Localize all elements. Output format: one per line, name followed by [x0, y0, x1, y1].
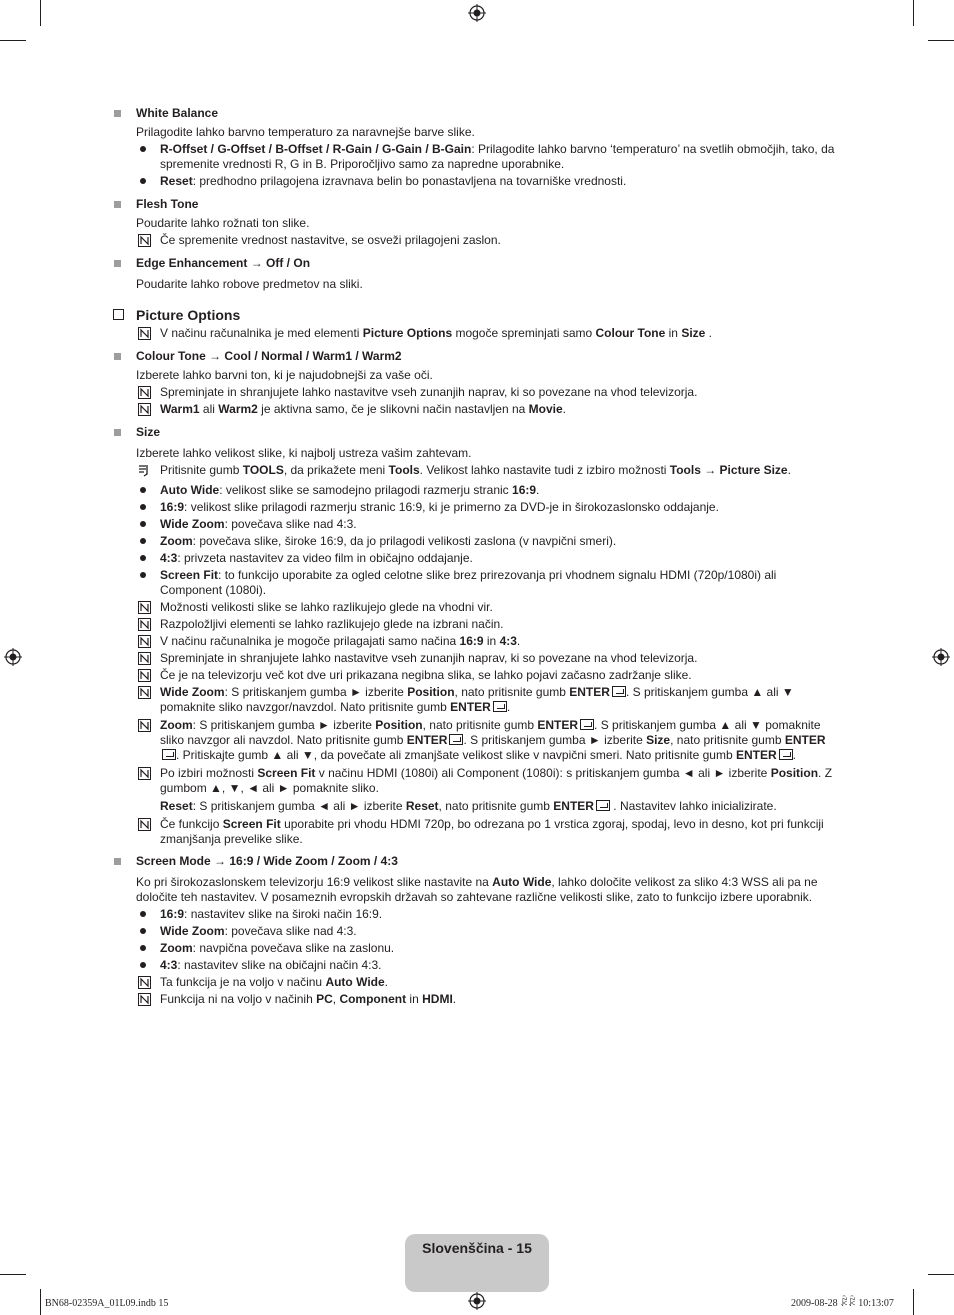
term: Tools → Picture Size [669, 463, 788, 477]
note-zoom [113, 718, 838, 763]
page-number-label: Slovenščina - 15 [422, 1240, 532, 1256]
paragraph [113, 875, 838, 905]
note-text: in [665, 326, 682, 340]
note-text: Če spremenite vrednost nastavitve, se osveži prilagojeni zaslon. [160, 233, 501, 247]
note-text: Če je na televizorju več kot dve uri prikazana negibna slika, se lahko pojavi začasno zadržanje slike. [160, 668, 692, 682]
bullet-icon [140, 572, 146, 578]
term: Zoom [160, 534, 193, 548]
list-item [113, 174, 838, 189]
term-desc: : navpična povečava slike na zaslonu. [192, 941, 395, 955]
term-desc: : to funkcijo uporabite za ogled celotne slike brez prirezovanja pri vhodnem signalu HDMI (720p/1080i) ali Component (1080i). [160, 568, 777, 597]
term: Zoom [160, 718, 193, 732]
term-desc: : privzeta nastavitev za video film in običajno oddajanje. [177, 551, 473, 565]
list-item [113, 568, 838, 598]
term: Wide Zoom [160, 924, 225, 938]
term: Position [375, 718, 423, 732]
note-text: Funkcija ni na voljo v načinih [160, 992, 317, 1006]
term: Auto Wide [492, 875, 552, 889]
paragraph: Prilagodite lahko barvno temperaturo za naravnejše barve slike. [136, 125, 475, 139]
term: Colour Tone [595, 326, 666, 340]
term: HDMI [422, 992, 453, 1006]
list-item [113, 483, 838, 498]
enter-icon [596, 800, 610, 811]
note-text: je aktivna samo, če je slikovni način nastavljen na [257, 402, 529, 416]
term: 16:9 [160, 907, 185, 921]
list-item [113, 907, 838, 922]
note-text: Spreminjate in shranjujete lahko nastavitve vseh zunanjih naprav, ki so povezane na vhod televizorja. [160, 651, 698, 665]
term-desc: : nastavitev slike na široki način 16:9. [184, 907, 383, 921]
bullet-icon [140, 962, 146, 968]
term: Size [681, 326, 706, 340]
paragraph: Izberete lahko barvni ton, ki je najudobnejši za vaše oči. [136, 368, 433, 382]
term-desc: : velikost slike se samodejno prilagodi razmerju stranic [219, 483, 513, 497]
note [113, 634, 838, 649]
term: Warm2 [218, 402, 258, 416]
crop-mark [0, 40, 26, 41]
section-title: Flesh Tone [136, 197, 199, 211]
note-text: Ta funkcija je na voljo v načinu [160, 975, 326, 989]
note-text: v načinu HDMI (1080i) ali Component (1080i): s pritiskanjem gumba ◄ ali ► izberite [315, 766, 771, 780]
term: 4:3 [160, 551, 178, 565]
crop-mark [928, 40, 954, 41]
crop-mark [928, 1274, 954, 1275]
section-edge-enhancement [113, 256, 838, 271]
section-title: Colour Tone → Cool / Normal / Warm1 / Warm2 [136, 349, 402, 363]
page-content [113, 106, 838, 1007]
enter-icon [162, 749, 176, 760]
note [113, 617, 838, 632]
note-text: . [562, 402, 567, 416]
note-text: V načinu računalnika je med elementi [160, 326, 363, 340]
bullet-icon [140, 928, 146, 934]
note-icon [138, 993, 151, 1006]
section-title: Edge Enhancement → Off / On [136, 256, 311, 270]
term-desc: . [536, 483, 540, 497]
square-bullet-icon [114, 110, 121, 117]
note-text: uporabite pri vhodu HDMI 720p, bo odrezana po 1 vrstica zgoraj, spodaj, levo in desno, kot pri funkciji zmanjšanja prevelike slike. [160, 817, 824, 846]
list-item [113, 534, 838, 549]
term-desc: : Prilagodite lahko barvno ‘temperaturo’ na svetlih območjih, tako, da spremenite vrednosti R, G in B. Priporočljivo samo za napredne uporabnike. [160, 142, 835, 171]
term: Screen Fit [160, 568, 219, 582]
term: Wide Zoom [160, 685, 225, 699]
note-text: : S pritiskanjem gumba ◄ ali ► izberite [192, 799, 406, 813]
note-icon [138, 635, 151, 648]
list-item [113, 517, 838, 532]
section-picture-options [113, 306, 838, 324]
tools-icon [138, 464, 151, 477]
registration-mark-icon [468, 1292, 486, 1310]
heading-title: Picture Options [136, 307, 241, 323]
registration-mark-icon [468, 4, 486, 22]
note-text: . Nastavitev lahko inicializirate. [609, 799, 777, 813]
enter-icon [779, 749, 793, 760]
bullet-icon [140, 487, 146, 493]
paragraph: Poudarite lahko rožnati ton slike. [136, 216, 310, 230]
square-bullet-icon [114, 429, 121, 436]
bullet-icon [140, 504, 146, 510]
note-icon [138, 669, 151, 682]
note-text: : S pritiskanjem gumba ► izberite [224, 685, 408, 699]
note-hdmi [113, 817, 838, 847]
paragraph-text: Ko pri širokozaslonskem televizorju 16:9 velikost slike nastavite na [136, 875, 493, 889]
note-icon [138, 601, 151, 614]
term-desc: : povečava slike, široke 16:9, da jo prilagodi velikosti zaslona (v navpični smeri). [192, 534, 617, 548]
note-icon [138, 719, 151, 732]
reset-text [113, 799, 838, 814]
term-desc: : velikost slike prilagodi razmerju stranic 16:9, ki je primerno za DVD-je in širokozaslonsko oddajanje. [184, 500, 719, 514]
note-text: . S pritiskanjem gumba ► izberite [463, 733, 647, 747]
note-wide-zoom [113, 685, 838, 715]
note [113, 326, 838, 341]
note-icon [138, 618, 151, 631]
term: Reset [405, 799, 439, 813]
enter-icon [580, 719, 594, 730]
term: Position [407, 685, 455, 699]
note-text: , nato pritisnite gumb [438, 799, 554, 813]
note-icon [138, 234, 151, 247]
note-text: , da prikažete meni [283, 463, 389, 477]
section-white-balance [113, 106, 838, 121]
note [113, 992, 838, 1007]
term: Zoom [160, 941, 193, 955]
term: ENTER [784, 733, 826, 747]
term: 16:9 [512, 483, 537, 497]
section-colour-tone [113, 349, 838, 364]
note-icon [138, 327, 151, 340]
term-desc: : povečava slike nad 4:3. [224, 517, 357, 531]
term: Component [339, 992, 407, 1006]
bullet-icon [140, 911, 146, 917]
slug-date: 2009-08-28 ꂯꂯ 10:13:07 [791, 1298, 894, 1309]
registration-mark-icon [932, 648, 950, 666]
note-text: . [787, 463, 791, 477]
enter-icon [493, 701, 507, 712]
registration-mark-icon [4, 648, 22, 666]
term: Position [770, 766, 819, 780]
paragraph-text: , lahko določite velikost za sliko 4:3 WSS ali pa ne določite teh nastavitev. V posameznih evropskih državah so zahtevane različne velikosti slike, zato to funkcijo izbere uporabnik. [136, 875, 818, 904]
term: ENTER [537, 718, 579, 732]
note-text: mogoče spreminjati samo [452, 326, 596, 340]
square-bullet-icon [114, 260, 121, 267]
term: 4:3 [499, 634, 517, 648]
note-icon [138, 386, 151, 399]
list-item [113, 142, 838, 172]
note-text: . [705, 326, 712, 340]
note [113, 668, 838, 683]
note-text: . [516, 634, 521, 648]
note [113, 385, 838, 400]
bullet-icon [140, 146, 146, 152]
note-text: . S pritiskanjem gumba ▲ ali ▼ pomaknite sliko navzgor/navzdol. Nato pritisnite gumb [160, 685, 794, 714]
bullet-icon [140, 945, 146, 951]
term: Screen Fit [222, 817, 281, 831]
paragraph: Poudarite lahko robove predmetov na sliki. [136, 277, 363, 291]
note-text: . [452, 992, 457, 1006]
list-item [113, 551, 838, 566]
term: ENTER [553, 799, 594, 813]
square-bullet-icon [114, 858, 121, 865]
enter-icon [449, 734, 463, 745]
term: Reset [160, 799, 193, 813]
term: ENTER [406, 733, 448, 747]
note-text: Spreminjate in shranjujete lahko nastavitve vseh zunanjih naprav, ki so povezane na vhod televizorja. [160, 385, 698, 399]
note-text: . [792, 748, 796, 762]
note-text: , [332, 992, 340, 1006]
square-bullet-icon [114, 353, 121, 360]
crop-mark [40, 1289, 41, 1315]
term: TOOLS [242, 463, 284, 477]
note-icon [138, 767, 151, 780]
note-text: Pritisnite gumb [160, 463, 243, 477]
term: Movie [528, 402, 563, 416]
term: ENTER [735, 748, 777, 762]
section-size [113, 425, 838, 440]
term: ENTER [569, 685, 610, 699]
note-text: in [406, 992, 423, 1006]
note [113, 233, 838, 248]
term: Auto Wide [325, 975, 385, 989]
term: Size [646, 733, 671, 747]
square-bullet-icon [114, 201, 121, 208]
term: 16:9 [459, 634, 484, 648]
note-text: , nato pritisnite gumb [454, 685, 570, 699]
bullet-icon [140, 538, 146, 544]
term: Screen Fit [257, 766, 316, 780]
note [113, 600, 838, 615]
term: 16:9 [160, 500, 185, 514]
term: 4:3 [160, 958, 178, 972]
note-icon [138, 652, 151, 665]
note-text: V načinu računalnika je mogoče prilagajati samo načina [160, 634, 460, 648]
checkbox-icon [113, 309, 124, 320]
section-flesh-tone [113, 197, 838, 212]
term: Picture Options [362, 326, 453, 340]
note-text: , nato pritisnite gumb [422, 718, 538, 732]
note-text: Razpoložljivi elementi se lahko razlikujejo glede na izbrani način. [160, 617, 504, 631]
section-title: Size [136, 425, 161, 439]
section-title: Screen Mode → 16:9 / Wide Zoom / Zoom / 4:3 [136, 854, 398, 868]
note-icon [138, 686, 151, 699]
note-text: . [384, 975, 388, 989]
term: Wide Zoom [160, 517, 225, 531]
note-text: Možnosti velikosti slike se lahko razlikujejo glede na vhodni vir. [160, 600, 493, 614]
note-icon [138, 976, 151, 989]
section-title: White Balance [136, 106, 219, 120]
list-item [113, 941, 838, 956]
term: Warm1 [160, 402, 200, 416]
term: Reset [160, 174, 193, 188]
crop-mark [0, 1274, 26, 1275]
note-text: . [506, 700, 511, 714]
note-text: , nato pritisnite gumb [670, 733, 785, 747]
note [113, 402, 838, 417]
list-item [113, 924, 838, 939]
term-desc: : predhodno prilagojena izravnava belin bo ponastavljena na tovarniške vrednosti. [192, 174, 627, 188]
note-screen-fit [113, 766, 838, 796]
crop-mark [913, 1289, 914, 1315]
term: R-Offset / G-Offset / B-Offset / R-Gain / G-Gain / B-Gain [160, 142, 472, 156]
enter-icon [612, 686, 626, 697]
bullet-icon [140, 521, 146, 527]
note-text: . Velikost lahko nastavite tudi z izbiro možnosti [419, 463, 670, 477]
paragraph: Izberete lahko velikost slike, ki najbolj ustreza vašim zahtevam. [136, 446, 472, 460]
note-text: . Z gumbom ▲, ▼, ◄ ali ► pomaknite sliko. [160, 766, 833, 795]
bullet-icon [140, 555, 146, 561]
section-screen-mode [113, 854, 838, 869]
term: Tools [388, 463, 420, 477]
note [113, 651, 838, 666]
note-text: Če funkcijo [160, 817, 223, 831]
term: Auto Wide [160, 483, 220, 497]
note-icon [138, 403, 151, 416]
note [113, 975, 838, 990]
note-text: ali [199, 402, 219, 416]
crop-mark [913, 0, 914, 26]
term-desc: : povečava slike nad 4:3. [224, 924, 357, 938]
note-text: Po izbiri možnosti [160, 766, 258, 780]
note-text: in [483, 634, 500, 648]
note-text: . S pritiskanjem gumba ▲ ali ▼ pomaknite sliko navzgor ali navzdol. Nato pritisnite gumb [160, 718, 821, 747]
tools-note [113, 463, 838, 478]
note-text: . Pritiskajte gumb ▲ ali ▼, da povečate ali zmanjšate velikost slike v navpični smeri. Nato pritisnite gumb [176, 748, 736, 762]
term-desc: : nastavitev slike na običajni način 4:3. [177, 958, 382, 972]
list-item [113, 500, 838, 515]
slug-file: BN68-02359A_01L09.indb 15 [45, 1298, 169, 1309]
bullet-icon [140, 178, 146, 184]
term: PC [316, 992, 333, 1006]
note-icon [138, 818, 151, 831]
term: ENTER [450, 700, 491, 714]
note-text: : S pritiskanjem gumba ► izberite [192, 718, 376, 732]
crop-mark [40, 0, 41, 26]
list-item [113, 958, 838, 973]
